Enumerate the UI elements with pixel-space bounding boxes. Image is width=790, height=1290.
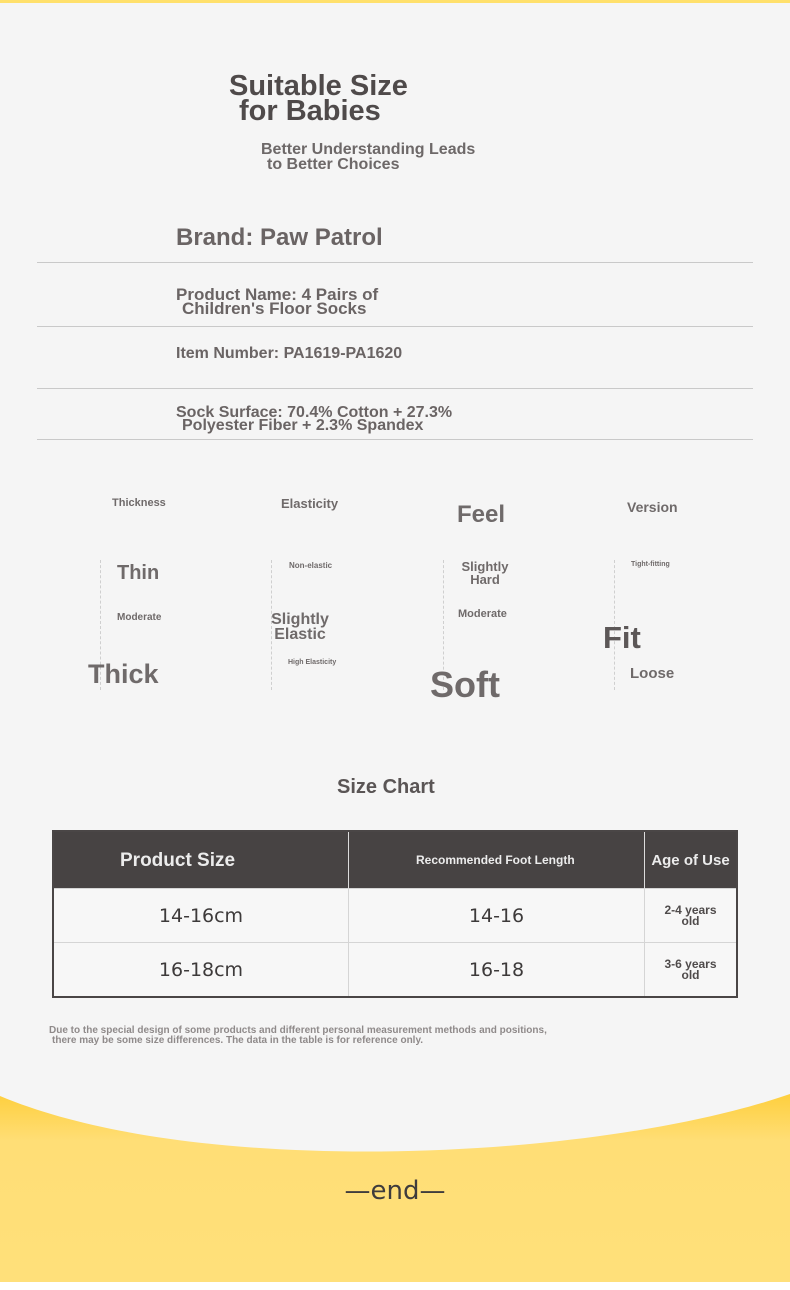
attribute-level: High Elasticity xyxy=(288,659,337,666)
note-line-1: Due to the special design of some products and different personal measurement methods and positions, xyxy=(49,1025,547,1036)
sock-surface xyxy=(176,406,452,432)
cell-product-size: 16-18cm xyxy=(53,943,349,998)
product-name-line-1: Product Name: 4 Pairs of xyxy=(176,285,379,304)
size-chart-table xyxy=(52,830,738,998)
attribute-name: Thickness xyxy=(112,497,166,509)
attribute-level: Soft xyxy=(430,664,500,705)
header-foot-length: Recommended Foot Length xyxy=(349,831,645,889)
sock-surface-line-2: Polyester Fiber + 2.3% Spandex xyxy=(182,417,424,434)
attribute-level: Fit xyxy=(603,620,641,655)
note-line-2: there may be some size differences. The data in the table is for reference only. xyxy=(52,1035,424,1046)
end-marker: —end— xyxy=(344,1176,446,1206)
sock-surface-line-1: Sock Surface: 70.4% Cotton + 27.3% xyxy=(176,404,453,421)
table-row xyxy=(53,889,737,943)
attribute-name: Elasticity xyxy=(281,496,339,511)
product-name xyxy=(176,285,379,318)
age-text: 2-4 years old xyxy=(664,902,717,928)
attribute-name: Version xyxy=(627,499,678,515)
attribute-level: Moderate xyxy=(117,612,162,623)
attribute-level: Slightly Elastic xyxy=(271,611,329,643)
cell-age xyxy=(645,943,738,998)
header-product-size: Product Size xyxy=(53,831,349,889)
cell-foot-length: 14-16 xyxy=(349,889,645,943)
brand-label: Brand: Paw Patrol xyxy=(176,224,383,251)
divider xyxy=(37,262,753,263)
cell-foot-length: 16-18 xyxy=(349,943,645,998)
cell-age xyxy=(645,889,738,943)
title-line-2: for Babies xyxy=(239,95,381,127)
page-subtitle xyxy=(261,142,475,172)
subtitle-line-2: to Better Choices xyxy=(267,156,400,173)
divider xyxy=(37,439,753,440)
attribute-level: Loose xyxy=(630,665,675,682)
age-text: 3-6 years old xyxy=(664,956,717,982)
page-title xyxy=(229,70,408,127)
size-chart-title: Size Chart xyxy=(337,776,435,798)
header-age-of-use: Age of Use xyxy=(645,831,738,889)
subtitle-line-1: Better Understanding Leads xyxy=(261,141,476,158)
divider xyxy=(37,388,753,389)
cell-product-size: 14-16cm xyxy=(53,889,349,943)
product-name-line-2: Children's Floor Socks xyxy=(182,299,367,318)
attribute-level: Thick xyxy=(88,659,159,689)
attribute-level: Tight-fitting xyxy=(631,561,670,568)
item-number: Item Number: PA1619-PA1620 xyxy=(176,345,403,362)
yellow-wave-footer xyxy=(0,1060,790,1290)
divider xyxy=(37,326,753,327)
attribute-level: Slightly Hard xyxy=(461,559,509,587)
disclaimer-note xyxy=(49,1026,547,1046)
title-line-1: Suitable Size xyxy=(229,70,408,102)
table-header-row xyxy=(53,831,737,889)
attribute-level: Moderate xyxy=(458,608,507,620)
attribute-name: Feel xyxy=(457,501,506,528)
attribute-level: Non-elastic xyxy=(289,561,333,570)
table-row xyxy=(53,943,737,998)
attribute-level: Thin xyxy=(117,562,160,584)
